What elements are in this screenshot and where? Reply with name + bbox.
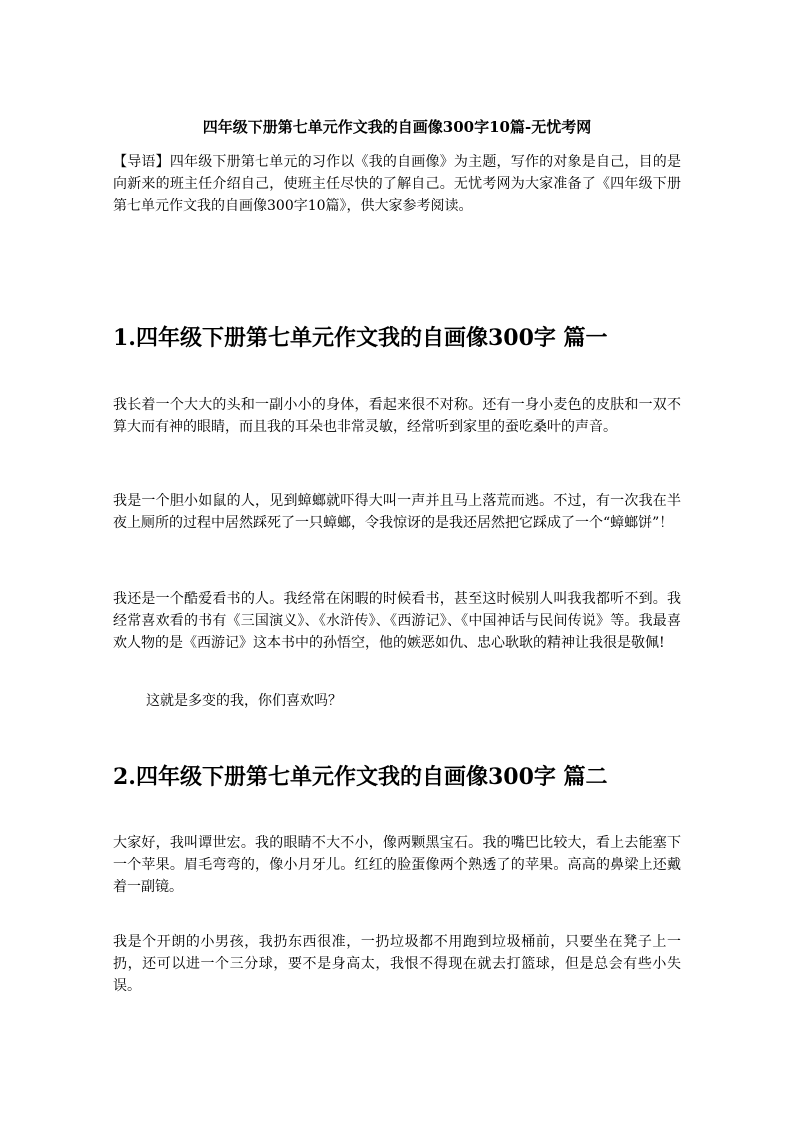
section-1-paragraph-1: 我长着一个大大的头和一副小小的身体，看起来很不对称。还有一身小麦色的皮肤和一双不算大而有神的眼睛，而且我的耳朵也非常灵敏，经常听到家里的蚕吃桑叶的声音。 [113, 397, 681, 435]
section-2-paragraph-1: 大家好，我叫谭世宏。我的眼睛不大不小，像两颗黑宝石。我的嘴巴比较大，看上去能塞下一个苹果。眉毛弯弯的，像小月牙儿。红红的脸蛋像两个熟透了的苹果。高高的鼻梁上还戴着一副镜。 [113, 835, 681, 895]
section-1-paragraph-2: 我是一个胆小如鼠的人，见到蟑螂就吓得大叫一声并且马上落荒而逃。不过，有一次我在半夜上厕所的过程中居然踩死了一只蟑螂，令我惊讶的是我还居然把它踩成了一个“蟑螂饼”！ [113, 493, 681, 531]
section-2-paragraph-2: 我是个开朗的小男孩，我扔东西很准，一扔垃圾都不用跑到垃圾桶前，只要坐在凳子上一扔，还可以进一个三分球，要不是身高太，我恨不得现在就去打篮球，但是总会有些小失误。 [113, 934, 681, 994]
section-heading-1: 1.四年级下册第七单元作文我的自画像300字 篇一 [113, 325, 608, 351]
section-1-paragraph-4: 这就是多变的我，你们喜欢吗？ [146, 693, 342, 709]
page-title: 四年级下册第七单元作文我的自画像300字10篇-无忧考网 [202, 118, 592, 136]
section-heading-2: 2.四年级下册第七单元作文我的自画像300字 篇二 [113, 764, 608, 790]
intro-paragraph: 【导语】四年级下册第七单元的习作以《我的自画像》为主题，写作的对象是自己，目的是向新来的班主任介绍自己，使班主任尽快的了解自己。无忧考网为大家准备了《四年级下册第七单元作文我的自画像300字10篇》，供大家参考阅读。 [113, 154, 681, 214]
section-1-paragraph-3: 我还是一个酷爱看书的人。我经常在闲暇的时候看书，甚至这时候别人叫我我都听不到。我经常喜欢看的书有《三国演义》、《水浒传》、《西游记》、《中国神话与民间传说》等。我最喜欢人物的是《西游记》这本书中的孙悟空，他的嫉恶如仇、忠心耿耿的精神让我很是敬佩! [113, 591, 681, 651]
